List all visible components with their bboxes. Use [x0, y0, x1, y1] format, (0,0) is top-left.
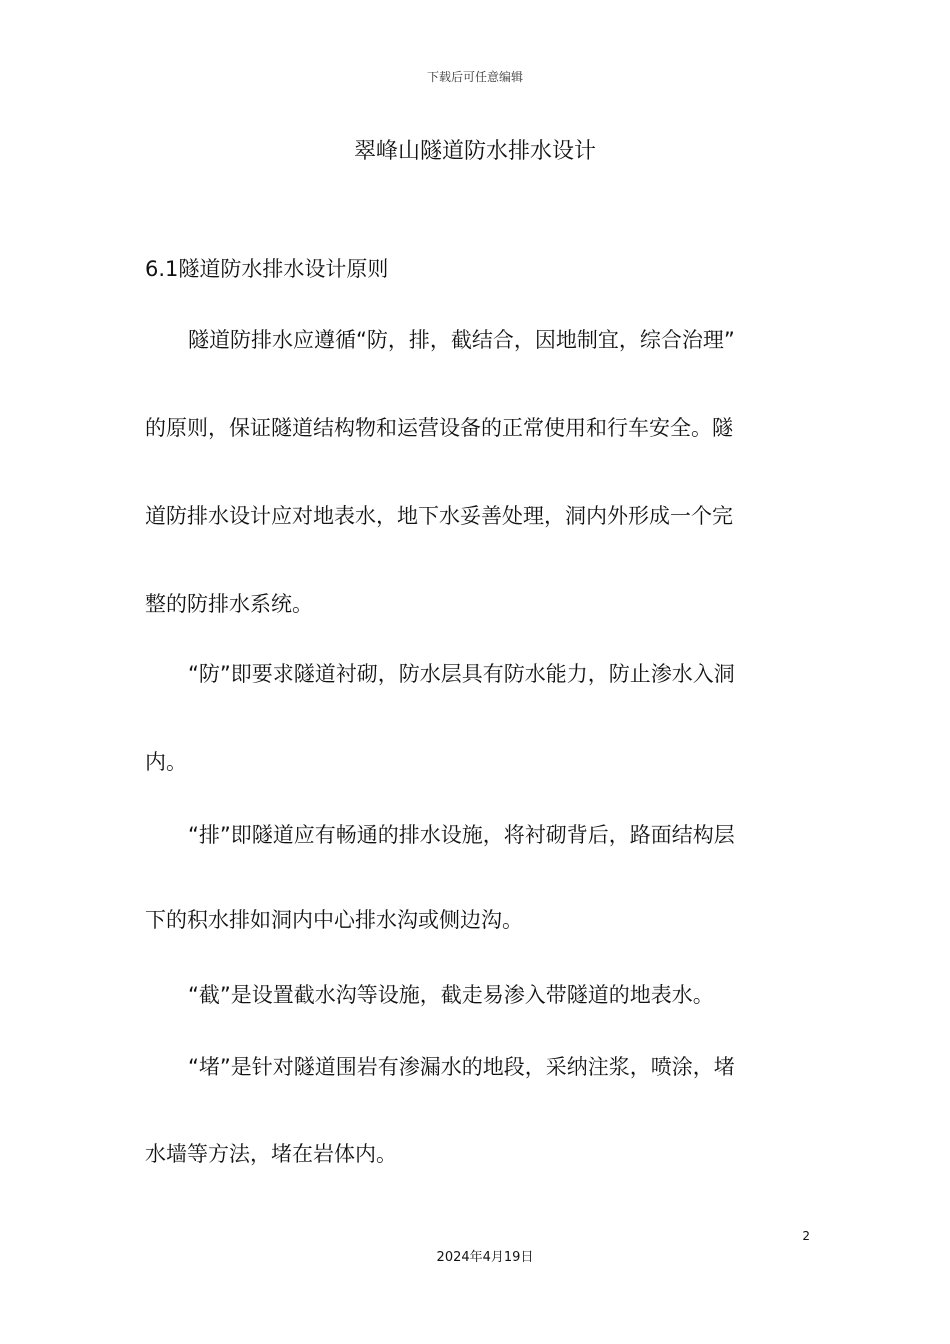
paragraph-line: 隧道防排水应遵循“防，排，截结合，因地制宜，综合治理”: [188, 328, 735, 352]
footer-date: 2024年4月19日: [436, 1250, 534, 1265]
document-title: 翠峰山隧道防水排水设计: [353, 139, 596, 164]
page-number: 2: [802, 1229, 810, 1243]
paragraph-line: “截”是设置截水沟等设施，截走易渗入带隧道的地表水。: [188, 983, 714, 1007]
section-heading: 6.1隧道防水排水设计原则: [145, 257, 389, 281]
paragraph-line: 整的防排水系统。: [145, 592, 313, 616]
paragraph-line: “防”即要求隧道衬砌，防水层具有防水能力，防止渗水入洞: [188, 662, 735, 686]
header-note: 下载后可任意编辑: [426, 70, 523, 84]
paragraph-line: “堵”是针对隧道围岩有渗漏水的地段，采纳注浆，喷涂，堵: [188, 1055, 735, 1079]
paragraph-line: 道防排水设计应对地表水，地下水妥善处理，洞内外形成一个完: [145, 504, 733, 528]
paragraph-line: 水墙等方法，堵在岩体内。: [145, 1142, 397, 1166]
paragraph-line: “排”即隧道应有畅通的排水设施，将衬砌背后，路面结构层: [188, 823, 735, 847]
paragraph-line: 的原则，保证隧道结构物和运营设备的正常使用和行车安全。隧: [145, 416, 733, 440]
paragraph-line: 下的积水排如洞内中心排水沟或侧边沟。: [145, 908, 523, 932]
paragraph-line: 内。: [145, 750, 187, 774]
